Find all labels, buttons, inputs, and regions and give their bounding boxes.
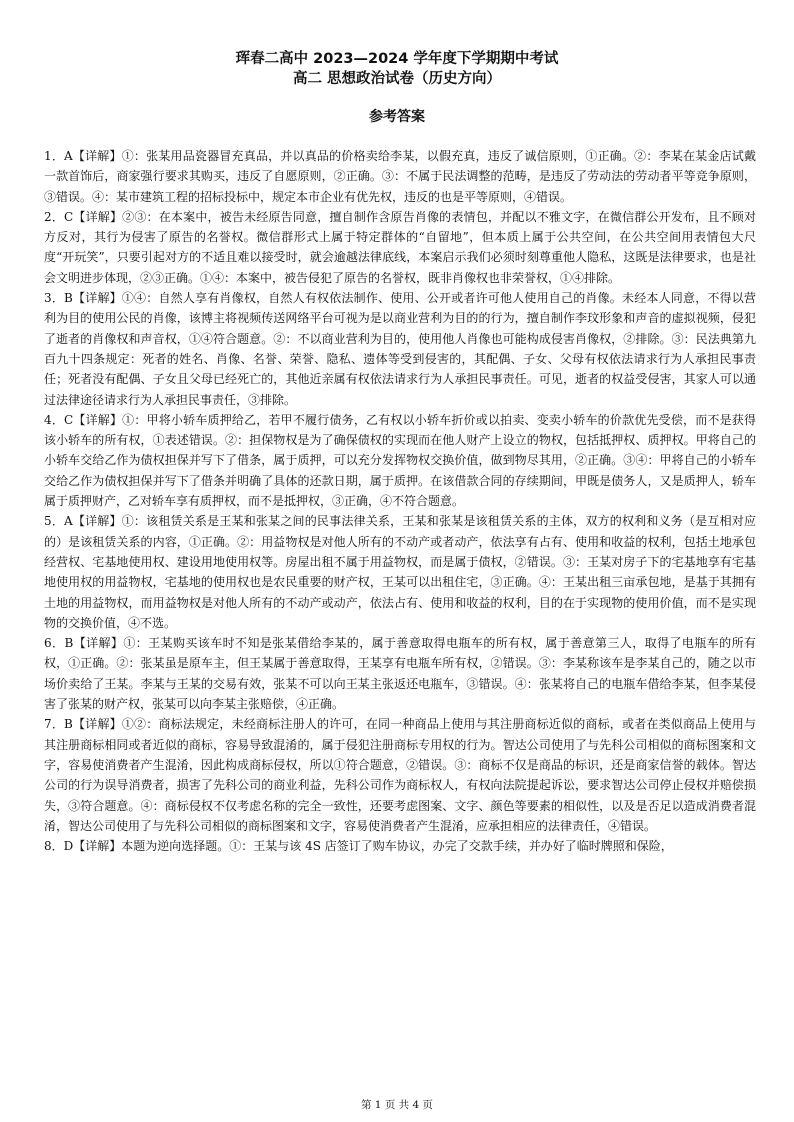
answer-item-6: 6．B【详解】①：王某购买该车时不知是张某借给李某的，属于善意取得电瓶车的所有权，属于善意第三人，取得了电瓶车的所有权，①正确。②：张某虽是原车主，但王某属于善意取得，王某享有电瓶车所有权，②错误。③：李某称该车是李某自己的，随之以市场价卖给了王某。李某与王某的交易有效，张某不可以向王某主张返还电瓶车，③错误。④：张某将自己的电瓶车借给李某，但李某侵害了张某的财产权，张某可以向李某主张赔偿，④正确。 (44, 636, 756, 712)
answer-key-heading: 参考答案 (369, 109, 425, 125)
answer-item-1: 1．A【详解】①：张某用品瓷器冒充真品，并以真品的价格卖给李某，以假充真，违反了诚信原则，①正确。②：李某在某金店试戴一款首饰后，商家强行要求其购买，违反了自愿原则，②正确。③：不属于民法调整的范畴，是违反了劳动法的劳动者平等竞争原则，③错误。④：某市建筑工程的招标投标中，规定本市企业有优先权，违反的也是平等原则，④错误。 (44, 149, 756, 204)
exam-title: 珲春二高中 2023—2024 学年度下学期期中考试 (235, 51, 559, 67)
exam-subject-title: 高二 思想政治试卷（历史方向） (292, 71, 502, 87)
page-number: 第 1 页 共 4 页 (360, 1099, 434, 1111)
page-header (0, 50, 794, 89)
answer-item-4: 4．C【详解】①：甲将小轿车质押给乙，若甲不履行债务，乙有权以小轿车折价或以拍卖、变卖小轿车的价款优先受偿，而不是获得该小轿车的所有权，①表述错误。②：担保物权是为了确保债权的实现而在他人财产上设立的物权，包括抵押权、质押权。甲将自己的小轿车交给乙作为债权担保并写下了借条，属于质押，可以充分发挥物权交换价值，做到物尽其用，②正确。③④：甲将自己的小轿车交给乙作为债权担保并写下了借条并明确了具体的还款日期，属于质押。在该借款合同的存续期间，甲既是债务人，又是质押人，轿车属于质押财产，乙对轿车享有质押权，而不是抵押权，③正确，④不符合题意。 (44, 412, 756, 509)
answer-list (44, 146, 756, 856)
answer-item-3: 3．B【详解】①④：自然人享有肖像权，自然人有权依法制作、使用、公开或者许可他人使用自己的肖像。未经本人同意，不得以营利为目的使用公民的肖像，该博主将视频传送网络平台可视为是以商业营利为目的的行为，擅自制作李玟形象和声音的虚拟视频，侵犯了逝者的肖像权和声音权，①④符合题意。②：不以商业营利为目的，使用他人肖像也可能构成侵害肖像权，②排除。③：民法典第九百九十四条规定：死者的姓名、肖像、名誉、荣誉、隐私、遗体等受到侵害的，其配偶、子女、父母有权依法请求行为人承担民事责任；死者没有配偶、子女且父母已经死亡的，其他近亲属有权依法请求行为人承担民事责任。可见，逝者的权益受侵害，其家人可以通过法律途径请求行为人承担民事责任，③排除。 (44, 291, 756, 407)
answer-item-7: 7．B【详解】①②：商标法规定，未经商标注册人的许可，在同一种商品上使用与其注册商标近似的商标，或者在类似商品上使用与其注册商标相同或者近似的商标，容易导致混淆的，属于侵犯注册商标专用权的行为。智达公司使用了与先科公司相似的商标图案和文字，容易使消费者产生混淆，因此构成商标侵权，所以①符合题意，②错误。③：商标不仅是商品的标识，还是商家信誉的载体。智达公司的行为误导消费者，损害了先科公司的商业利益，先科公司作为商标权人，有权向法院提起诉讼，要求智达公司停止侵权并赔偿损失，③符合题意。④：商标侵权不仅考虑名称的完全一致性，还要考虑图案、文字、颜色等要素的相似性，以及是否足以造成消费者混淆，智达公司使用了与先科公司相似的商标图案和文字，容易使消费者产生混淆，应承担相应的法律责任，④错误。 (44, 717, 756, 833)
answer-item-2: 2．C【详解】②③：在本案中，被告未经原告同意，擅自制作含原告肖像的表情包，并配以不雅文字，在微信群公开发布，且不顾对方反对，其行为侵害了原告的名誉权。微信群形式上属于特定群体的“自留地”，但本质上属于公共空间，在公共空间用表情包大尺度“开玩笑”，只要引起对方的不适且难以接受时，就会逾越法律底线，本案启示我们必须时刻尊重他人隐私，这既是法律要求，也是社会文明进步体现，②③正确。①④：本案中，被告侵犯了原告的名誉权，既非肖像权也非荣誉权，①④排除。 (44, 209, 756, 285)
answer-item-8: 8．D【详解】本题为逆向选择题。①：王某与该 4S 店签订了购车协议，办完了交款手续，并办好了临时牌照和保险， (44, 839, 673, 854)
answer-item-5: 5．A【详解】①：该租赁关系是王某和张某之间的民事法律关系，王某和张某是该租赁关系的主体，双方的权利和义务（是互相对应的）是该租赁关系的内容，①正确。②：用益物权是对他人所有的不动产或者动产，依法享有占有、使用和收益的权利，包括土地承包经营权、宅基地使用权、建设用地使用权等。房屋出租不属于用益物权，而是属于债权，②错误。③：王某对房子下的宅基地享有宅基地使用权的用益物权，宅基地的使用权也是农民重要的财产权，王某可以出租住宅，③正确。④：王某出租三亩承包地，是基于其拥有土地的用益物权，而用益物权是对他人所有的不动产或动产，依法占有、使用和收益的权利，目的在于实现物的使用价值，而不是实现物的交换价值，④不选。 (44, 514, 756, 630)
